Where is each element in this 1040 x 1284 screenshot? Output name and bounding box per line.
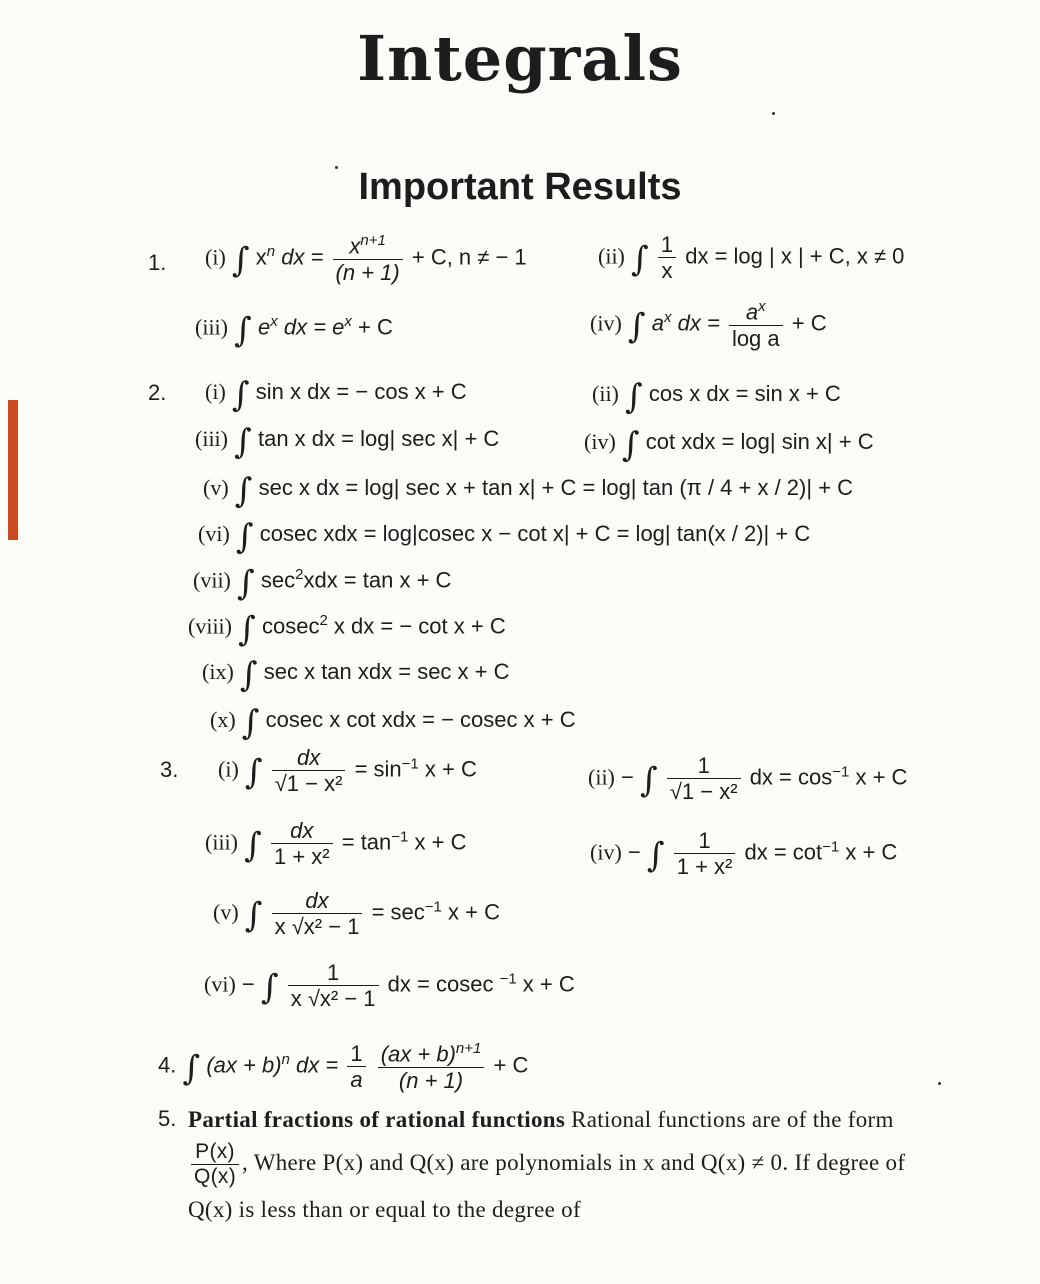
page-title: Integrals <box>357 22 683 95</box>
integral-sign: ∫ <box>241 703 260 743</box>
label: (iii) <box>205 829 238 855</box>
integral-sign: ∫ <box>244 895 263 936</box>
denominator: x <box>658 257 676 283</box>
term: cosec <box>261 613 320 639</box>
exponent: n+1 <box>360 232 386 249</box>
term: cosec xdx = log|cosec x − cot x| + C = log| tan(x / 2)| + C <box>259 521 811 546</box>
exponent: −1 <box>499 970 517 988</box>
integral-sign: ∫ <box>244 825 262 866</box>
scan-speck <box>335 166 338 169</box>
label: (iv) <box>590 310 622 336</box>
denominator: x √x² − 1 <box>288 985 379 1011</box>
term: x + C <box>516 971 575 997</box>
label: (v) <box>213 899 239 925</box>
formula-1-iv <box>590 298 827 351</box>
term: x + C <box>408 829 467 855</box>
paragraph-text: , Where P(x) and Q(x) are polynomials in x and Q(x) ≠ 0. If degree of Q(x) is less than or equal to the degree of <box>188 1150 906 1222</box>
label: (iv) <box>584 429 616 454</box>
numerator: 1 <box>327 960 340 985</box>
label: (viii) <box>188 613 232 639</box>
integral-sign: ∫ <box>182 1048 201 1089</box>
label: (vi) <box>204 971 236 997</box>
term: dx = <box>281 244 324 270</box>
label: (i) <box>205 379 226 404</box>
exponent: x <box>344 313 352 330</box>
formula-3-vi <box>204 960 575 1012</box>
numerator: 1 <box>350 1040 363 1066</box>
numerator: dx <box>290 818 314 843</box>
formula-2-vii <box>193 563 452 604</box>
integral-sign: ∫ <box>239 655 258 695</box>
denominator: 1 + x² <box>674 853 736 879</box>
term: dx = cos <box>749 764 833 790</box>
fraction <box>658 232 676 284</box>
term: + C, n ≠ − 1 <box>411 244 527 270</box>
fraction <box>288 960 379 1012</box>
label: (ii) <box>588 764 615 790</box>
exponent: −1 <box>391 828 409 846</box>
integral-sign: ∫ <box>260 967 279 1008</box>
label: (x) <box>210 707 236 732</box>
label: (v) <box>203 475 229 500</box>
numerator: x <box>349 233 361 259</box>
term: sec x dx = log| sec x + tan x| + C = log| tan (π / 4 + x / 2)| + C <box>258 475 854 500</box>
formula-2-v <box>203 471 854 511</box>
term: sin x dx = − cos x + C <box>255 379 467 404</box>
term: = tan <box>341 829 392 855</box>
formula-3-ii <box>588 753 907 805</box>
numerator: 1 <box>698 828 711 853</box>
integral-sign: ∫ <box>234 310 252 351</box>
numerator: dx <box>296 745 321 770</box>
integral-sign: ∫ <box>231 375 250 415</box>
term: x dx = − cot x + C <box>327 613 506 639</box>
integral-sign: ∫ <box>231 240 250 281</box>
label: (iv) <box>590 839 622 865</box>
fraction <box>191 1140 239 1189</box>
formula-2-i <box>205 375 467 415</box>
fraction <box>272 888 363 940</box>
numerator: (ax + b) <box>380 1041 456 1067</box>
integral-sign: ∫ <box>234 471 253 511</box>
denominator: Q(x) <box>191 1164 239 1189</box>
formula-2-iv <box>584 425 874 465</box>
denominator: √1 − x² <box>667 778 741 804</box>
term: a <box>651 310 664 336</box>
exponent: x <box>270 313 278 330</box>
term: = sin <box>354 756 402 782</box>
exponent: 2 <box>319 612 328 629</box>
scan-speck <box>772 112 775 115</box>
fraction <box>271 818 333 870</box>
numerator: 1 <box>660 232 674 257</box>
label: (i) <box>218 756 239 782</box>
term: x + C <box>839 839 898 865</box>
minus-sign: − <box>241 971 255 997</box>
term: x + C <box>849 764 908 790</box>
formula-1-iii <box>195 310 393 351</box>
formula-2-viii <box>188 609 506 650</box>
exponent: −1 <box>424 898 442 916</box>
integral-sign: ∫ <box>627 306 646 347</box>
formula-2-x <box>210 703 576 743</box>
exponent: x <box>663 308 672 326</box>
label: (vii) <box>193 567 231 593</box>
integral-sign: ∫ <box>234 422 252 462</box>
exponent: −1 <box>832 763 850 781</box>
minus-sign: − <box>627 839 641 865</box>
exponent: −1 <box>401 755 419 773</box>
label: (ii) <box>598 243 625 269</box>
numerator: a <box>745 299 759 325</box>
fraction <box>674 828 736 880</box>
term: = sec <box>371 899 425 925</box>
fraction <box>333 232 403 285</box>
term: dx = <box>296 1052 339 1078</box>
term: x + C <box>418 756 477 782</box>
item-number-5: 5. <box>158 1106 177 1131</box>
section-heading: Important Results <box>358 166 682 208</box>
term: sec <box>260 567 296 593</box>
term: x + C <box>441 899 500 925</box>
term: dx = log | x | + C, x ≠ 0 <box>685 243 905 269</box>
term: cos x dx = sin x + C <box>648 381 841 406</box>
fraction <box>729 298 783 351</box>
term: dx = cosec <box>387 971 500 997</box>
term: + C <box>493 1052 529 1078</box>
item-number-3: 3. <box>160 757 179 782</box>
fraction <box>347 1041 365 1093</box>
numerator: P(x) <box>195 1140 235 1164</box>
term: xdx = tan x + C <box>303 567 452 593</box>
paragraph-text: Rational functions are of the form <box>565 1107 894 1132</box>
denominator: 1 + x² <box>271 843 333 869</box>
fraction <box>667 753 741 805</box>
formula-1-ii <box>598 232 904 284</box>
term: + C <box>358 314 393 340</box>
numerator: dx <box>305 888 329 913</box>
term: dx = <box>677 310 720 336</box>
integral-sign: ∫ <box>238 609 256 650</box>
item-number-1: 1. <box>148 250 167 275</box>
integral-sign: ∫ <box>244 752 263 793</box>
integral-sign: ∫ <box>621 425 640 465</box>
term: cosec x cot xdx = − cosec x + C <box>265 707 576 732</box>
integral-sign: ∫ <box>631 239 649 280</box>
formula-2-iii <box>195 422 500 462</box>
term: tan x dx = log| sec x| + C <box>257 426 500 451</box>
integral-sign: ∫ <box>646 835 665 876</box>
formula-3-iii <box>205 818 466 870</box>
formula-2-ii <box>592 377 841 417</box>
label: (iii) <box>195 426 228 451</box>
fraction <box>272 745 346 797</box>
integral-sign: ∫ <box>625 377 643 417</box>
term: e <box>257 314 271 340</box>
partial-fractions-paragraph <box>188 1100 933 1230</box>
term: (ax + b) <box>206 1052 282 1078</box>
denominator: log a <box>729 325 783 351</box>
formula-3-v <box>213 888 500 940</box>
formula-2-ix <box>202 655 510 695</box>
denominator: x √x² − 1 <box>272 913 363 939</box>
exponent: n <box>281 1050 290 1068</box>
formula-1-i <box>205 232 527 285</box>
denominator: √1 − x² <box>272 770 346 796</box>
label: (vi) <box>198 521 230 546</box>
term: sec x tan xdx = sec x + C <box>263 659 510 684</box>
page-edge-mark <box>8 400 18 540</box>
numerator: 1 <box>697 753 710 778</box>
integral-sign: ∫ <box>235 517 254 557</box>
exponent: n+1 <box>455 1040 482 1057</box>
item-number-2: 2. <box>148 380 167 405</box>
term: dx = cot <box>744 839 823 865</box>
term: x <box>255 244 267 270</box>
minus-sign: − <box>621 764 634 790</box>
exponent: 2 <box>295 566 304 583</box>
label: (ii) <box>592 381 619 406</box>
label: (iii) <box>195 314 228 340</box>
fraction <box>378 1040 485 1093</box>
term: cot xdx = log| sin x| + C <box>645 429 874 454</box>
paragraph-lead: Partial fractions of rational functions <box>188 1107 566 1132</box>
exponent: n <box>266 242 276 260</box>
term: + C <box>791 310 827 336</box>
integral-sign: ∫ <box>237 563 255 604</box>
term: dx = e <box>283 314 345 340</box>
formula-4 <box>158 1040 528 1093</box>
formula-2-vi <box>198 517 811 557</box>
integral-sign: ∫ <box>640 760 658 801</box>
scan-speck <box>938 1082 941 1085</box>
denominator: a <box>350 1066 363 1092</box>
item-number-4: 4. <box>158 1052 177 1078</box>
denominator: (n + 1) <box>398 1067 464 1093</box>
formula-3-i <box>218 745 477 797</box>
label: (ix) <box>202 659 234 684</box>
formula-3-iv <box>590 828 897 880</box>
exponent: x <box>758 298 766 315</box>
exponent: −1 <box>822 838 840 856</box>
label: (i) <box>205 244 226 270</box>
denominator: (n + 1) <box>335 259 400 285</box>
